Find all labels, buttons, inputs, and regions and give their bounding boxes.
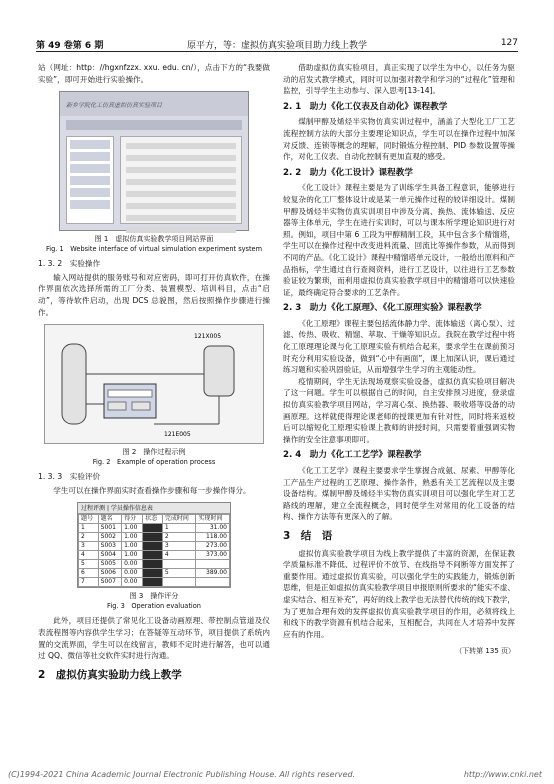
score-tabs: 过程评测 | 学员操作信息表 bbox=[78, 503, 230, 514]
col-header: 实现时间 bbox=[196, 515, 230, 524]
table-row bbox=[79, 578, 230, 587]
paragraph-2-1: 煤制甲醇及烯烃半实物仿真实训过程中，涵盖了大型化工厂工艺流程控制方法的大部分主要理论知识点，学生可以在操作过程中加深对反馈、连锁等概念的理解，同时锻炼分程控制、PID 参数设置等操作，对化工仪表、自动化控制有更加直观的感受。 bbox=[283, 117, 515, 162]
table-cell: 1 bbox=[162, 524, 196, 533]
table-row bbox=[79, 524, 230, 533]
page-header bbox=[36, 38, 518, 52]
table-cell: 5 bbox=[162, 569, 196, 578]
figure-3-caption-en: Fig. 3 Operation evaluation bbox=[107, 602, 201, 611]
website-sidebar bbox=[66, 136, 114, 224]
section-2-heading: 2 虚拟仿真实验助力线上教学 bbox=[38, 668, 182, 681]
paragraph-website: 站（网址：http：//hgxnfzzx. xxu. edu. cn/），点击下方的“我要做实验”，即可开始进行实验操作。 bbox=[38, 63, 270, 84]
right-column bbox=[283, 62, 515, 658]
table-cell: 118.00 bbox=[196, 533, 230, 542]
column-vessel-left bbox=[62, 344, 86, 424]
table-cell: 4 bbox=[162, 551, 196, 560]
table-cell: 1.00 bbox=[122, 524, 143, 533]
table-cell bbox=[143, 524, 163, 533]
table-row bbox=[79, 542, 230, 551]
table-cell bbox=[196, 560, 230, 569]
section-1-3-2-heading: 1. 3. 2 实验操作 bbox=[38, 259, 101, 269]
table-cell: 1.00 bbox=[122, 542, 143, 551]
website-banner: 新乡学院化工仿真虚拟仿真实验项目 bbox=[60, 92, 248, 116]
table-cell: S001 bbox=[98, 524, 121, 533]
table-cell: 0.00 bbox=[122, 560, 143, 569]
figure-1-caption-cn: 图 1 虚拟仿真实验教学项目网站界面 bbox=[94, 235, 214, 244]
figure-2-process-diagram bbox=[44, 324, 264, 444]
score-table-header bbox=[79, 515, 230, 524]
col-header: 完成时间 bbox=[162, 515, 196, 524]
page-footer bbox=[0, 770, 554, 782]
tab-process-evaluation: 过程评测 bbox=[81, 505, 106, 513]
label-121e005: 121E005 bbox=[164, 431, 191, 439]
website-main-content bbox=[120, 136, 242, 224]
col-header: 题名 bbox=[98, 515, 121, 524]
running-title: 原平方，等：虚拟仿真实验项目助力线上教学 bbox=[186, 41, 367, 51]
table-cell: 6 bbox=[79, 569, 99, 578]
section-2-3-heading: 2. 3 助力《化工原理》、《化工原理实验》课程教学 bbox=[283, 303, 482, 314]
table-cell: 2 bbox=[162, 533, 196, 542]
table-cell bbox=[143, 533, 163, 542]
table-cell: 1.00 bbox=[122, 551, 143, 560]
col-header: 题号 bbox=[79, 515, 99, 524]
figure-3-score-table bbox=[77, 502, 231, 588]
paragraph-additional: 此外，项目还提供了常见化工设备动画原理、带控制点管道及仪表流程图等内容供学生学习；在答疑等互动环节，项目提供了系统内置的交流界面，学生可以在线留言，教师不定时进行解答，也可以通过 QQ、微信等社交软件实时进行沟通。 bbox=[38, 616, 270, 661]
paragraph-evaluation: 学生可以在操作界面实时查看操作步骤和每一步操作得分。 bbox=[53, 485, 251, 495]
continued-note: （下转第 135 页） bbox=[455, 647, 515, 656]
table-cell bbox=[143, 560, 163, 569]
table-cell: 7 bbox=[79, 578, 99, 587]
table-cell: 0.00 bbox=[122, 569, 143, 578]
table-cell bbox=[143, 542, 163, 551]
paragraph-conclusion: 虚拟仿真实验教学项目为线上教学提供了丰富的资源，在保证教学质量标准不降低、过程评价不放节、在线指导不间断等方面发挥了重要作用。通过虚拟仿真实验，可以强化学生的实践能力，锻炼创新思维，但是正如虚拟仿真实验教学项目申报原则所要求的“能实不虚、虚实结合、相互补充”，再好的线上教学也无法替代传统的线下教学，为了更加合理有效的发挥虚拟仿真实验教学项目的作用，必须将线上和线下的教学资源有机结合起来，互相配合，共同在人才培养中发挥应有的作用。 bbox=[283, 548, 515, 639]
table-cell: 389.00 bbox=[196, 569, 230, 578]
paragraph-2-2: 《化工设计》课程主要是为了训练学生具备工程意识，能够进行较复杂的化工厂整体设计或是某一单元操作过程的较详细设计。煤制甲醇及烯烃半实物仿真实训项目中涉及分离、换热、流体输送、反应器等主体单元，学生在进行实训时，可以与课本所学理论知识进行对照。例如，项目中第 6 工段为甲醇精制工段，其中包含多个精馏塔，学生可以在操作过程中改变进料流量、回流比等操作参数，从而得到不同的产品。《化工设计》课程中精馏塔单元设计，一般给出原料和产品指标，学生通过自行查阅资料，进行工艺设计，以往进行工艺参数验证较为繁琐，而利用虚拟仿真实验教学项目中的精馏塔可以快速验证，最终确定符合要求的工艺条件。 bbox=[283, 183, 515, 297]
table-cell: 1 bbox=[79, 524, 99, 533]
section-2-2-heading: 2. 2 助力《化工设计》课程教学 bbox=[283, 167, 413, 178]
table-cell: 2 bbox=[79, 533, 99, 542]
figure-3-caption-cn: 图 3 操作评分 bbox=[129, 592, 179, 601]
issue-label: 第 49 卷第 6 期 bbox=[36, 41, 104, 51]
table-cell bbox=[143, 551, 163, 560]
website-nav-bar bbox=[66, 120, 242, 130]
table-cell: S002 bbox=[98, 533, 121, 542]
col-header: 得分 bbox=[122, 515, 143, 524]
section-2-1-heading: 2. 1 助力《化工仪表及自动化》课程教学 bbox=[283, 101, 448, 112]
copyright-text: (C)1994-2021 China Academic Journal Electronic Publishing House. All rights reserved. bbox=[8, 770, 356, 779]
table-cell: 273.00 bbox=[196, 542, 230, 551]
table-row bbox=[79, 533, 230, 542]
tab-student-info: 学员操作信息表 bbox=[110, 505, 153, 513]
table-cell: 5 bbox=[79, 560, 99, 569]
paragraph-2-3b: 疫情期间，学生无法现场观察实验设备，虚拟仿真实验项目解决了这一问题。学生可以根据自己的时间，自主安排预习进度，登录虚拟仿真实验教学项目网站，学习离心泵、换热器、吸收塔等设备的动画原理。这样就使得理论课老师的授课更加有针对性，同时将来返校后可以缩短化工原理实验课上教师的讲授时间，只需要着重强调实物操作的安全注意事项即可。 bbox=[283, 376, 515, 444]
paragraph-intro: 借助虚拟仿真实验项目，真正实现了以学生为中心，以任务为驱动的启发式教学模式，同时可以加强对教学和学习的“过程化”管理和监控，引导学生主动参与、深入思考[13-14]。 bbox=[283, 63, 515, 96]
table-cell: 3 bbox=[162, 542, 196, 551]
table-cell: S007 bbox=[98, 578, 121, 587]
table-row bbox=[79, 569, 230, 578]
column-vessel-right bbox=[204, 346, 234, 396]
table-cell: 1.00 bbox=[122, 533, 143, 542]
label-121x005: 121X005 bbox=[194, 333, 222, 341]
table-row bbox=[79, 560, 230, 569]
left-column bbox=[38, 62, 270, 686]
table-cell: 0.00 bbox=[122, 578, 143, 587]
table-cell: S005 bbox=[98, 560, 121, 569]
paragraph-2-4: 《化工工艺学》课程主要要求学生掌握合成氨、尿素、甲醇等化工产品生产过程的工艺原理、操作条件，熟悉有关工艺流程以及主要设备结构。煤制甲醇及烯烃半实物仿真实训项目可以强化学生对工艺路线的理解，建立全流程概念，同时使学生对常用的化工设备的结构、操作方法等有更深入的了解。 bbox=[283, 466, 515, 522]
paragraph-operation: 输入网站提供的服务账号和对应密码，即可打开仿真软件，在操作界面依次选择所需的工厂分类、装置模型、培训科目，点击“启动”，等待软件启动，出现 DCS 总貌图，然后按照操作步骤进行操作。 bbox=[38, 272, 270, 317]
table-cell: S003 bbox=[98, 542, 121, 551]
paragraph-2-3a: 《化工原理》课程主要包括流体静力学、流体输送（离心泵）、过滤、传热、吸收、精馏、萃取、干燥等知识点。我院在教学过程中将化工原理理论课与化工原理实验有机结合起来，要求学生在课前预习时充分利用实验设备，做到“心中有画面”，课上加深认识，课后通过练习题和实验巩固验证，从而增强学生学习的主观能动性。 bbox=[283, 318, 515, 375]
score-table bbox=[78, 514, 230, 587]
table-cell bbox=[143, 578, 163, 587]
figure-1-caption-en: Fig. 1 Website interface of virtual simulation experiment system bbox=[45, 245, 263, 254]
figure-1-website-screenshot bbox=[59, 91, 249, 231]
process-diagram-svg bbox=[44, 324, 264, 444]
section-1-3-3-heading: 1. 3. 3 实验评价 bbox=[38, 472, 101, 482]
table-cell bbox=[143, 569, 163, 578]
table-row bbox=[79, 551, 230, 560]
figure-2-caption-en: Fig. 2 Example of operation process bbox=[92, 458, 216, 467]
popup-dialog bbox=[104, 384, 156, 418]
table-cell: 3 bbox=[79, 542, 99, 551]
table-cell: 31.00 bbox=[196, 524, 230, 533]
section-3-heading: 3 结 语 bbox=[283, 529, 333, 542]
table-cell: S006 bbox=[98, 569, 121, 578]
section-2-4-heading: 2. 4 助力《化工工艺学》课程教学 bbox=[283, 450, 422, 461]
table-cell bbox=[162, 560, 196, 569]
table-cell: 4 bbox=[79, 551, 99, 560]
cnki-link[interactable]: http://www.cnki.net bbox=[463, 770, 542, 779]
table-cell: S004 bbox=[98, 551, 121, 560]
table-cell: 373.00 bbox=[196, 551, 230, 560]
table-cell bbox=[162, 578, 196, 587]
page-number: 127 bbox=[500, 38, 518, 48]
table-cell bbox=[196, 578, 230, 587]
col-header: 状态 bbox=[143, 515, 163, 524]
figure-2-caption-cn: 图 2 操作过程示例 bbox=[122, 448, 186, 457]
